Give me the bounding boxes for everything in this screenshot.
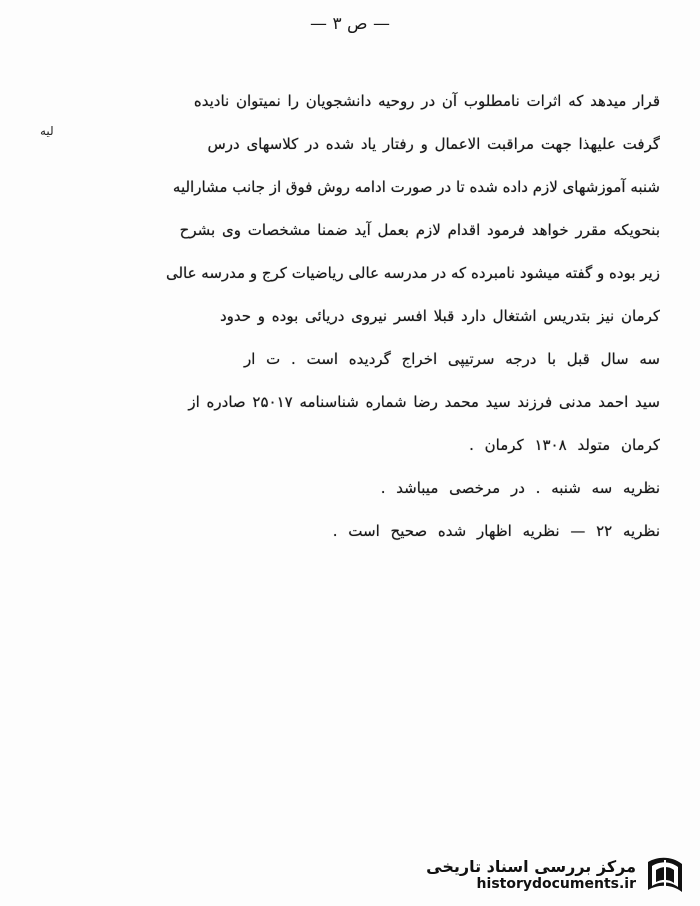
text-line: بنحویکه مقرر خواهد فرمود اقدام لازم بعمل آید ضمنا مشخصات وی بشرح	[179, 221, 660, 239]
text-line: گرفت علیهذا جهت مراقبت الاعمال و رفتار یاد شده در کلاسهای درس	[207, 135, 660, 153]
footer-url[interactable]: historydocuments.ir	[476, 876, 636, 893]
text-line: سید احمد مدنی فرزند سید محمد رضا شماره شناسنامه ۲۵۰۱۷ صادره از	[188, 393, 660, 411]
text-line: نظریه سه شنبه . در مرخصی میباشد .	[380, 479, 660, 497]
watermark-footer	[426, 852, 688, 898]
book-logo-icon	[642, 852, 688, 898]
margin-note: لیه	[40, 124, 54, 138]
text-line: زیر بوده و گفته میشود نامبرده که در مدرسه عالی ریاضیات کرج و مدرسه عالی	[165, 264, 660, 282]
page-number: — ص ۳ —	[310, 14, 390, 34]
text-line: نظریه ۲۲ — نظریه اظهار شده صحیح است .	[332, 522, 660, 540]
text-line: سه سال قبل با درجه سرتیپی اخراج گردیده است . ت ار	[243, 350, 660, 368]
footer-title: مرکز بررسی اسناد تاریخی	[426, 856, 636, 876]
text-line: قرار میدهد که اثرات نامطلوب آن در روحیه دانشجویان را نمیتوان نادیده	[193, 92, 660, 110]
text-line: شنبه آموزشهای لازم داده شده تا در صورت ادامه روش فوق از جانب مشارالیه	[172, 178, 660, 196]
text-line: کرمان متولد ۱۳۰۸ کرمان .	[469, 436, 660, 454]
footer-text	[426, 858, 636, 892]
document-body	[36, 80, 660, 553]
text-line: کرمان نیز بتدریس اشتغال دارد قبلا افسر نیروی دریائی بوده و حدود	[219, 307, 660, 325]
